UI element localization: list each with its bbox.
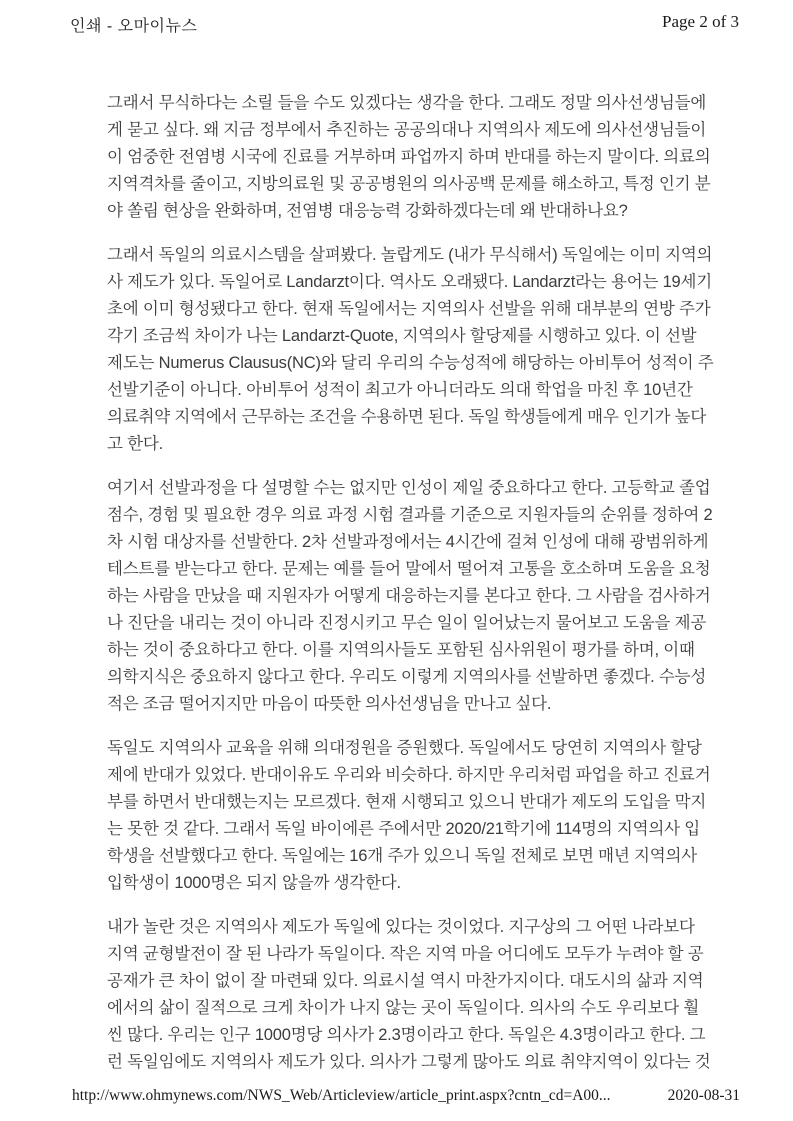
text-line: 그래서 독일의 의료시스템을 살펴봤다. 놀랍게도 (내가 무식해서) 독일에는 이미 지역의 — [107, 246, 713, 264]
text-line: 나 진단을 내리는 것이 아니라 진정시키고 무슨 일이 일어났는지 물어보고 도움을 제공 — [107, 614, 707, 632]
text-line: 그래서 무식하다는 소릴 들을 수도 있겠다는 생각을 한다. 그래도 정말 의사선생님들에 — [107, 94, 707, 112]
text-line: 각기 조금씩 차이가 나는 Landarzt-Quote, 지역의사 할당제를 시행하고 있다. 이 선발 — [107, 327, 697, 345]
footer-print-date: 2020-08-31 — [667, 1087, 740, 1104]
text-line: 런 독일임에도 지역의사 제도가 있다. 의사가 그렇게 많아도 의료 취약지역이 있다는 것 — [107, 1053, 711, 1071]
text-line: 선발기준이 아니다. 아비투어 성적이 최고가 아니더라도 의대 학업을 마친 후 10년간 — [107, 381, 693, 399]
text-line: 적은 조금 떨어지지만 마음이 따뜻한 의사선생님을 만나고 싶다. — [107, 695, 552, 713]
text-line: 씬 많다. 우리는 인구 1000명당 의사가 2.3명이라고 한다. 독일은 4.3명이라고 한다. 그 — [107, 1026, 706, 1044]
text-line: 여기서 선발과정을 다 설명할 수는 없지만 인성이 제일 중요하다고 한다. 고등학교 졸업 — [107, 479, 711, 497]
paragraph — [107, 90, 749, 225]
text-line: 초에 이미 형성됐다고 한다. 현재 독일에서는 지역의사 선발을 위해 대부분의 연방 주가 — [107, 300, 711, 318]
text-line: 지역격차를 줄이고, 지방의료원 및 공공병원의 의사공백 문제를 해소하고, 특정 인기 분 — [107, 175, 711, 193]
text-line: 부를 하면서 반대했는지는 모르겠다. 현재 시행되고 있으니 반대가 제도의 도입을 막지 — [107, 793, 707, 811]
text-line: 테스트를 받는다고 한다. 문제는 예를 들어 말에서 떨어져 고통을 호소하며 도움을 요청 — [107, 560, 711, 578]
text-line: 입학생이 1000명은 되지 않을까 생각한다. — [107, 874, 401, 892]
text-line: 하는 사람을 만났을 때 지원자가 어떻게 대응하는지를 본다고 한다. 그 사람을 검사하거 — [107, 587, 711, 605]
page-indicator: Page 2 of 3 — [662, 12, 739, 31]
text-line: 이 엄중한 전염병 시국에 진료를 거부하며 파업까지 하며 반대를 하는지 말이다. 의료의 — [107, 148, 711, 166]
text-line: 게 묻고 싶다. 왜 지금 정부에서 추진하는 공공의대나 지역의사 제도에 의사선생님들이 — [107, 121, 707, 139]
paragraph — [107, 735, 749, 897]
text-line: 지역 균형발전이 잘 된 나라가 독일이다. 작은 지역 마을 어디에도 모두가 누려야 할 공 — [107, 945, 704, 963]
text-line: 의료취약 지역에서 근무하는 조건을 수용하면 된다. 독일 학생들에게 매우 인기가 높다 — [107, 408, 707, 426]
article-body — [107, 90, 749, 1076]
print-header-title: 인쇄 - 오마이뉴스 — [70, 18, 198, 35]
text-line: 하는 것이 중요하다고 한다. 이를 지역의사들도 포함된 심사위원이 평가를 하며, 이때 — [107, 641, 695, 659]
text-line: 에서의 삶이 질적으로 크게 차이가 나지 않는 곳이 독일이다. 의사의 수도 우리보다 훨 — [107, 999, 700, 1017]
text-line: 고 한다. — [107, 435, 163, 453]
paragraph — [107, 914, 749, 1076]
text-line: 점수, 경험 및 필요한 경우 의료 과정 시험 결과를 기준으로 지원자들의 순위를 정하여 2 — [107, 506, 713, 524]
text-line: 야 쏠림 현상을 완화하며, 전염병 대응능력 강화하겠다는데 왜 반대하나요? — [107, 202, 628, 220]
text-line: 차 시험 대상자를 선발한다. 2차 선발과정에서는 4시간에 걸쳐 인성에 대해 광범위하게 — [107, 533, 709, 551]
text-line: 제에 반대가 있었다. 반대이유도 우리와 비슷하다. 하지만 우리처럼 파업을 하고 진료거 — [107, 766, 711, 784]
text-line: 공재가 큰 차이 없이 잘 마련돼 있다. 의료시설 역시 마찬가지이다. 대도시의 삶과 지역 — [107, 972, 704, 990]
footer-source-url: http://www.ohmynews.com/NWS_Web/Articleview/article_print.aspx?cntn_cd=A00... — [72, 1087, 611, 1104]
paragraph — [107, 242, 749, 458]
text-line: 제도는 Numerus Clausus(NC)와 달리 우리의 수능성적에 해당하는 아비투어 성적이 주 — [107, 354, 714, 372]
paragraph — [107, 475, 749, 718]
text-line: 독일도 지역의사 교육을 위해 의대정원을 증원했다. 독일에서도 당연히 지역의사 할당 — [107, 739, 702, 757]
text-line: 는 못한 것 같다. 그래서 독일 바이에른 주에서만 2020/21학기에 114명의 지역의사 입 — [107, 820, 700, 838]
text-line: 사 제도가 있다. 독일어로 Landarzt이다. 역사도 오래됐다. Landarzt라는 용어는 19세기 — [107, 273, 713, 291]
print-footer — [72, 1087, 740, 1105]
text-line: 내가 놀란 것은 지역의사 제도가 독일에 있다는 것이었다. 지구상의 그 어떤 나라보다 — [107, 918, 695, 936]
text-line: 학생을 선발했다고 한다. 독일에는 16개 주가 있으니 독일 전체로 보면 매년 지역의사 — [107, 847, 697, 865]
text-line: 의학지식은 중요하지 않다고 한다. 우리도 이렇게 지역의사를 선발하면 좋겠다. 수능성 — [107, 668, 707, 686]
